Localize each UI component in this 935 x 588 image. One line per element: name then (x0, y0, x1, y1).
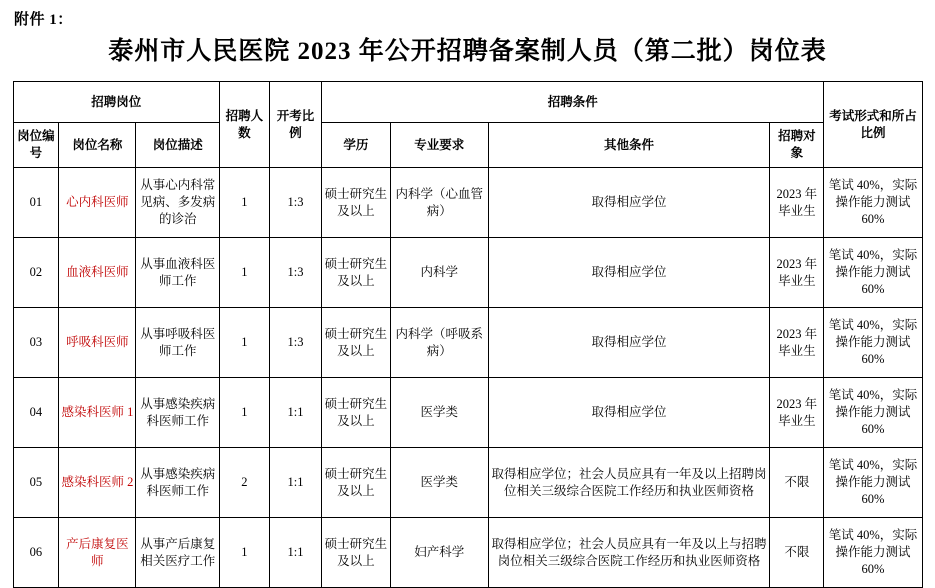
cell-other: 取得相应学位 (488, 238, 769, 308)
cell-desc: 从事呼吸科医师工作 (136, 308, 219, 378)
table-row (13, 448, 922, 518)
cell-ratio: 1:1 (269, 518, 321, 588)
cell-desc: 从事感染疾病科医师工作 (136, 448, 219, 518)
cell-num: 2 (219, 448, 269, 518)
table-row (13, 518, 922, 588)
cell-num: 1 (219, 238, 269, 308)
header-edu: 学历 (322, 123, 391, 168)
cell-name: 感染科医师 2 (59, 448, 136, 518)
cell-name: 血液科医师 (59, 238, 136, 308)
cell-edu: 硕士研究生及以上 (322, 308, 391, 378)
cell-num: 1 (219, 168, 269, 238)
cell-target: 2023 年毕业生 (770, 308, 824, 378)
table-row (13, 378, 922, 448)
cell-id: 05 (13, 448, 59, 518)
cell-desc: 从事产后康复相关医疗工作 (136, 518, 219, 588)
cell-other: 取得相应学位 (488, 168, 769, 238)
cell-target: 不限 (770, 518, 824, 588)
cell-target: 2023 年毕业生 (770, 168, 824, 238)
cell-ratio: 1:1 (269, 378, 321, 448)
cell-edu: 硕士研究生及以上 (322, 448, 391, 518)
table-row (13, 168, 922, 238)
page-title: 泰州市人民医院 2023 年公开招聘备案制人员（第二批）岗位表 (108, 38, 827, 65)
cell-exam: 笔试 40%，实际操作能力测试 60% (824, 168, 922, 238)
cell-major: 妇产科学 (390, 518, 488, 588)
cell-id: 06 (13, 518, 59, 588)
cell-exam: 笔试 40%，实际操作能力测试 60% (824, 308, 922, 378)
cell-other: 取得相应学位 (488, 378, 769, 448)
cell-num: 1 (219, 518, 269, 588)
cell-id: 04 (13, 378, 59, 448)
header-target: 招聘对象 (770, 123, 824, 168)
cell-target: 2023 年毕业生 (770, 238, 824, 308)
cell-exam: 笔试 40%，实际操作能力测试 60% (824, 238, 922, 308)
cell-edu: 硕士研究生及以上 (322, 168, 391, 238)
header-id: 岗位编号 (13, 123, 59, 168)
cell-name: 产后康复医师 (59, 518, 136, 588)
cell-ratio: 1:3 (269, 168, 321, 238)
cell-desc: 从事心内科常见病、多发病的诊治 (136, 168, 219, 238)
cell-ratio: 1:3 (269, 238, 321, 308)
table-header-sub-row (13, 123, 922, 168)
cell-desc: 从事血液科医师工作 (136, 238, 219, 308)
header-ratio: 开考比例 (269, 82, 321, 168)
cell-num: 1 (219, 378, 269, 448)
cell-edu: 硕士研究生及以上 (322, 238, 391, 308)
cell-major: 医学类 (390, 448, 488, 518)
header-job-group: 招聘岗位 (13, 82, 219, 123)
cell-major: 内科学 (390, 238, 488, 308)
table-row (13, 308, 922, 378)
cell-num: 1 (219, 308, 269, 378)
cell-exam: 笔试 40%，实际操作能力测试 60% (824, 448, 922, 518)
cell-id: 03 (13, 308, 59, 378)
cell-other: 取得相应学位；社会人员应具有一年及以上与招聘岗位相关三级综合医院工作经历和执业医师资格 (488, 518, 769, 588)
cell-name: 呼吸科医师 (59, 308, 136, 378)
job-positions-table (13, 81, 923, 588)
cell-ratio: 1:1 (269, 448, 321, 518)
header-desc: 岗位描述 (136, 123, 219, 168)
cell-exam: 笔试 40%，实际操作能力测试 60% (824, 518, 922, 588)
header-conditions-group: 招聘条件 (322, 82, 824, 123)
table-header-group-row (13, 82, 922, 123)
cell-name: 心内科医师 (59, 168, 136, 238)
header-name: 岗位名称 (59, 123, 136, 168)
cell-target: 2023 年毕业生 (770, 378, 824, 448)
header-other: 其他条件 (488, 123, 769, 168)
cell-desc: 从事感染疾病科医师工作 (136, 378, 219, 448)
cell-name: 感染科医师 1 (59, 378, 136, 448)
cell-ratio: 1:3 (269, 308, 321, 378)
cell-target: 不限 (770, 448, 824, 518)
cell-exam: 笔试 40%，实际操作能力测试 60% (824, 378, 922, 448)
attachment-label: 附件 1： (14, 12, 73, 28)
cell-other: 取得相应学位；社会人员应具有一年及以上招聘岗位相关三级综合医院工作经历和执业医师资格 (488, 448, 769, 518)
table-row (13, 238, 922, 308)
header-num: 招聘人数 (219, 82, 269, 168)
cell-edu: 硕士研究生及以上 (322, 518, 391, 588)
cell-id: 01 (13, 168, 59, 238)
cell-major: 医学类 (390, 378, 488, 448)
cell-id: 02 (13, 238, 59, 308)
cell-other: 取得相应学位 (488, 308, 769, 378)
header-major: 专业要求 (390, 123, 488, 168)
cell-edu: 硕士研究生及以上 (322, 378, 391, 448)
cell-major: 内科学（心血管病） (390, 168, 488, 238)
cell-major: 内科学（呼吸系病） (390, 308, 488, 378)
header-exam: 考试形式和所占比例 (824, 82, 922, 168)
